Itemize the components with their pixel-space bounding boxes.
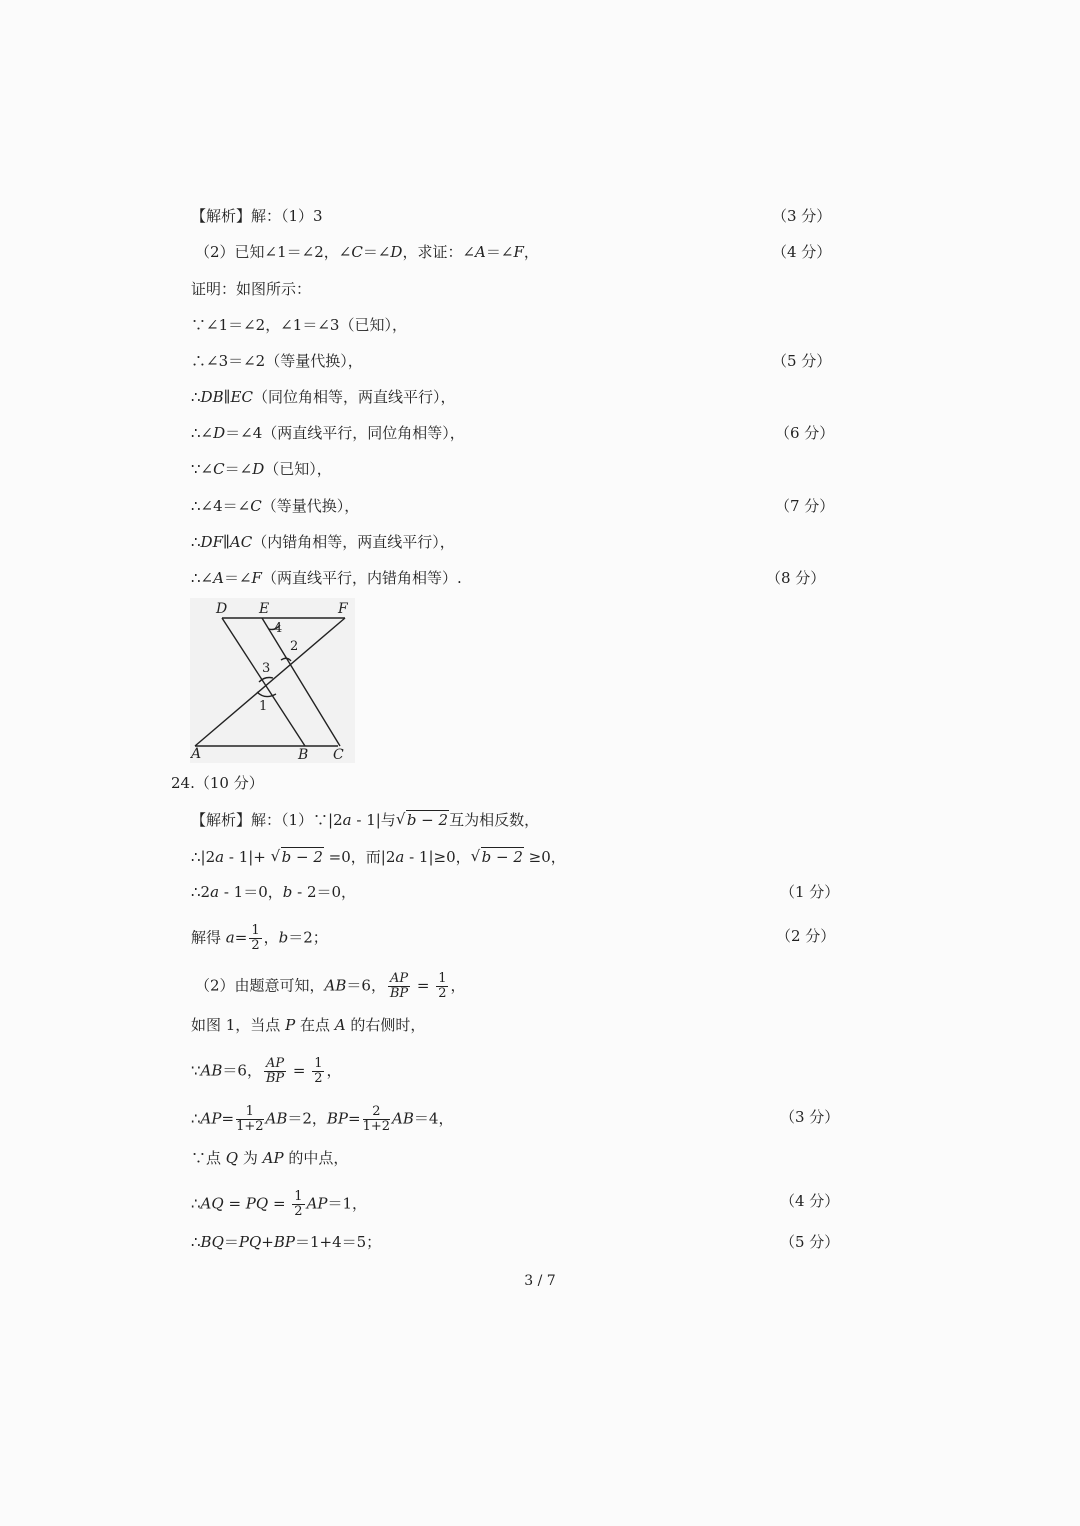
fraction: $\frac{AP}{BP}$	[389, 971, 409, 1001]
score-label: （5 分）	[780, 1233, 840, 1251]
q24-line-8: ∴AP= $\frac{1}{1+2}$ AB＝2，BP= $\frac{2}{1+2}$ AB＝4，	[191, 1104, 454, 1134]
score-label: （3 分）	[772, 207, 832, 225]
q24-line-10: ∴AQ = PQ = $\frac{1}{2}$ AP＝1，	[191, 1189, 368, 1219]
score-label: （4 分）	[780, 1192, 840, 1210]
solution-line-11: ∴∠A＝∠F（两直线平行，内错角相等）.	[191, 569, 462, 587]
solution-line-9: ∴∠4＝∠C（等量代换），	[191, 497, 360, 515]
fraction: $\frac{AP}{BP}$	[265, 1056, 285, 1086]
q24-line-11: ∴BQ＝PQ+BP＝1+4＝5；	[191, 1233, 382, 1251]
score-label: （1 分）	[780, 883, 840, 901]
point-label-e: E	[259, 601, 270, 617]
fraction: $\frac{1}{2}$	[314, 1056, 323, 1086]
score-label: （5 分）	[772, 352, 832, 370]
solution-line-1: 【解析】解：（1）3	[191, 207, 323, 225]
solution-line-3: 证明：如图所示：	[191, 280, 312, 298]
solution-line-8: ∵∠C＝∠D（已知），	[191, 460, 332, 478]
score-label: （3 分）	[780, 1108, 840, 1126]
sqrt-expression: √ b − 2	[271, 847, 324, 867]
fraction: $\frac{1}{2}$	[294, 1189, 303, 1219]
score-label: （8 分）	[766, 569, 826, 587]
point-label-c: C	[333, 747, 344, 763]
angle-label-1: 1	[259, 699, 268, 714]
score-label: （6 分）	[775, 424, 835, 442]
q24-line-5: （2）由题意可知，AB＝6， $\frac{AP}{BP}$ = $\frac{1}{2}$ ，	[195, 971, 466, 1001]
point-label-b: B	[298, 747, 309, 763]
point-label-f: F	[338, 601, 348, 617]
q24-line-1: 【解析】解：（1）∵|2a - 1|与√ b − 2互为相反数，	[191, 810, 539, 830]
sqrt-expression: √ b − 2	[471, 847, 524, 867]
angle-label-4: 4	[274, 621, 283, 636]
fraction: $\frac{2}{1+2}$	[362, 1104, 391, 1134]
q24-line-6: 如图 1，当点 P 在点 A 的右侧时，	[191, 1016, 426, 1034]
solution-line-2: （2）已知∠1＝∠2，∠C＝∠D，求证：∠A＝∠F，	[195, 243, 539, 261]
score-label: （7 分）	[775, 497, 835, 515]
fraction: $\frac{1}{2}$	[251, 923, 260, 953]
score-label: （2 分）	[776, 927, 836, 945]
geometry-figure	[190, 598, 355, 763]
solution-line-5: ∴∠3＝∠2（等量代换），	[191, 352, 363, 370]
q24-line-3: ∴2a - 1＝0，b - 2＝0，	[191, 883, 357, 901]
sqrt-expression: √ b − 2	[396, 810, 449, 830]
page-number: 3 / 7	[524, 1273, 556, 1289]
fraction: $\frac{1}{2}$	[438, 971, 447, 1001]
fraction: $\frac{1}{1+2}$	[236, 1104, 264, 1134]
solution-line-6: ∴DB∥EC（同位角相等，两直线平行），	[191, 388, 456, 406]
angle-label-2: 2	[290, 639, 299, 654]
point-label-d: D	[216, 601, 228, 617]
q24-line-9: ∵点 Q 为 AP 的中点，	[191, 1149, 349, 1167]
solution-line-4: ∵∠1＝∠2，∠1＝∠3（已知），	[191, 316, 407, 334]
q24-line-4: 解得 a= $\frac{1}{2}$ ，b＝2；	[191, 923, 328, 953]
score-label: （4 分）	[772, 243, 832, 261]
solution-line-10: ∴DF∥AC（内错角相等，两直线平行），	[191, 533, 455, 551]
q24-line-7: ∵AB＝6， $\frac{AP}{BP}$ = $\frac{1}{2}$ ，	[191, 1056, 342, 1086]
point-label-a: A	[191, 746, 202, 762]
solution-line-7: ∴∠D＝∠4（两直线平行，同位角相等），	[191, 424, 465, 442]
angle-label-3: 3	[262, 661, 271, 676]
question-heading: 24.（10 分）	[171, 774, 264, 792]
q24-line-2: ∴|2a - 1|+ √ b − 2 =0，而|2a - 1|≥0，√ b − 2 ≥0，	[191, 847, 566, 867]
